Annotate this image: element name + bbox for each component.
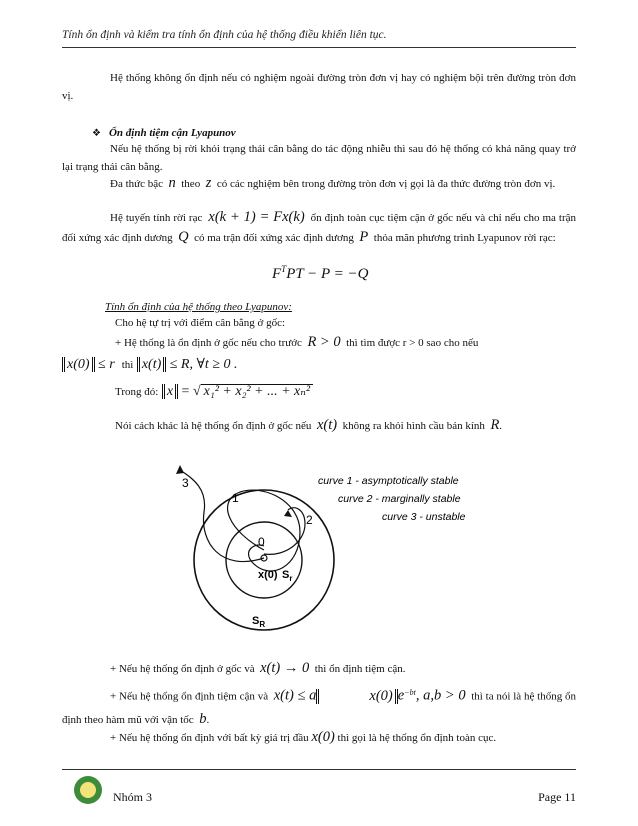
paragraph-discrete-linear: Hệ tuyến tính rời rạc x(k + 1) = Fx(k) ổn định toàn cục tiệm cận ở gốc nếu và chỉ nếu cho ma trận đối xứng xác định dương Q có ma trận đối xứng xác định dương P thỏa mãn phương trình Lyapunov rời rạc: [62,209,577,245]
paragraph-stable-condition: + Hệ thống là ổn định ở gốc nếu cho trước R > 0 thì tìm được r > 0 sao cho nếu [115,334,479,350]
footer-group: Nhóm 3 [113,790,152,804]
SR-label: $S_R$ [252,615,266,629]
curve-3-label: 3 [182,476,189,490]
Sr-label: $S_r$ [282,569,293,583]
paragraph-sphere: Nói cách khác là hệ thống ổn định ở gốc nếu x(t) không ra khỏi hình cầu bán kính R. [115,417,503,433]
sphere-SR-circle [194,490,334,630]
curve-2-arrowhead [284,510,292,517]
stability-inequality: x(0) ≤ r thì x(t) ≤ R, ∀t ≥ 0 . [62,356,238,373]
legend-curve-2: curve 2 - marginally stable [338,493,461,505]
paragraph-asymptotic: + Nếu hệ thống ổn định ở gốc và x(t) → 0 thì ổn định tiệm cận. [110,660,406,676]
paragraph-autonomous: Cho hệ tự trị với điểm cân bằng ở gốc: [115,317,286,329]
paragraph-disturbance: Nếu hệ thống bị rời khỏi trạng thái cân bằng do tác động nhiễu thì sau đó hệ thống có khả năng quay trở lại trạng thái cân bằng. [62,143,576,174]
page-header: Tính ổn định và kiểm tra tính ổn định của hệ thống điều khiển liên tục. [62,29,387,41]
logo-inner-icon [80,782,96,798]
diamond-bullet-icon: ❖ [92,128,101,139]
legend-curve-1: curve 1 - asymptotically stable [318,475,459,487]
curve-3-arrowhead [176,465,184,474]
header-divider [62,47,576,48]
sphere-Sr-circle [226,522,302,598]
x0-label: x(0) [258,569,278,581]
norm-definition: Trong đó: x = √ x₁² + x₂² + ... + xₙ² [115,384,313,400]
curve-1-label: 1 [232,491,239,505]
heading-lyapunov-stability: Tính ổn định của hệ thống theo Lyapunov: [105,301,292,313]
footer-page-number: Page 11 [538,790,576,804]
paragraph-global: + Nếu hệ thống ổn định với bất kỳ giá trị đầu x(0) thì gọi là hệ thống ổn định toàn cục. [110,729,497,745]
paragraph-unstable: Hệ thống không ổn định nếu có nghiệm ngoài đường tròn đơn vị hay có nghiệm bội trên đường tròn đơn vị. [62,72,576,103]
paragraph-polynomial: Đa thức bậc n theo z có các nghiệm bên trong đường tròn đơn vị gọi là đa thức đường tròn đơn vị. [110,175,556,191]
origin-label: 0 [258,535,265,549]
curve-2 [264,508,305,555]
curve-2-label: 2 [306,513,313,527]
lyapunov-equation: $F^TPT - P = -Q$ [272,264,369,282]
lyapunov-stability-figure [160,462,480,642]
heading-lyapunov-asymptotic: ❖ Ổn định tiệm cận Lyapunov [92,124,606,143]
legend-curve-3: curve 3 - unstable [382,511,466,523]
paragraph-exponential: + Nếu hệ thống ổn định tiệm cận và x(t) ≤ a x(0) $e^{-bt}$, a,b > 0 thì ta nói là hệ thống ổn định theo hàm mũ với vận tốc b. [62,687,577,727]
footer-divider [62,769,576,770]
